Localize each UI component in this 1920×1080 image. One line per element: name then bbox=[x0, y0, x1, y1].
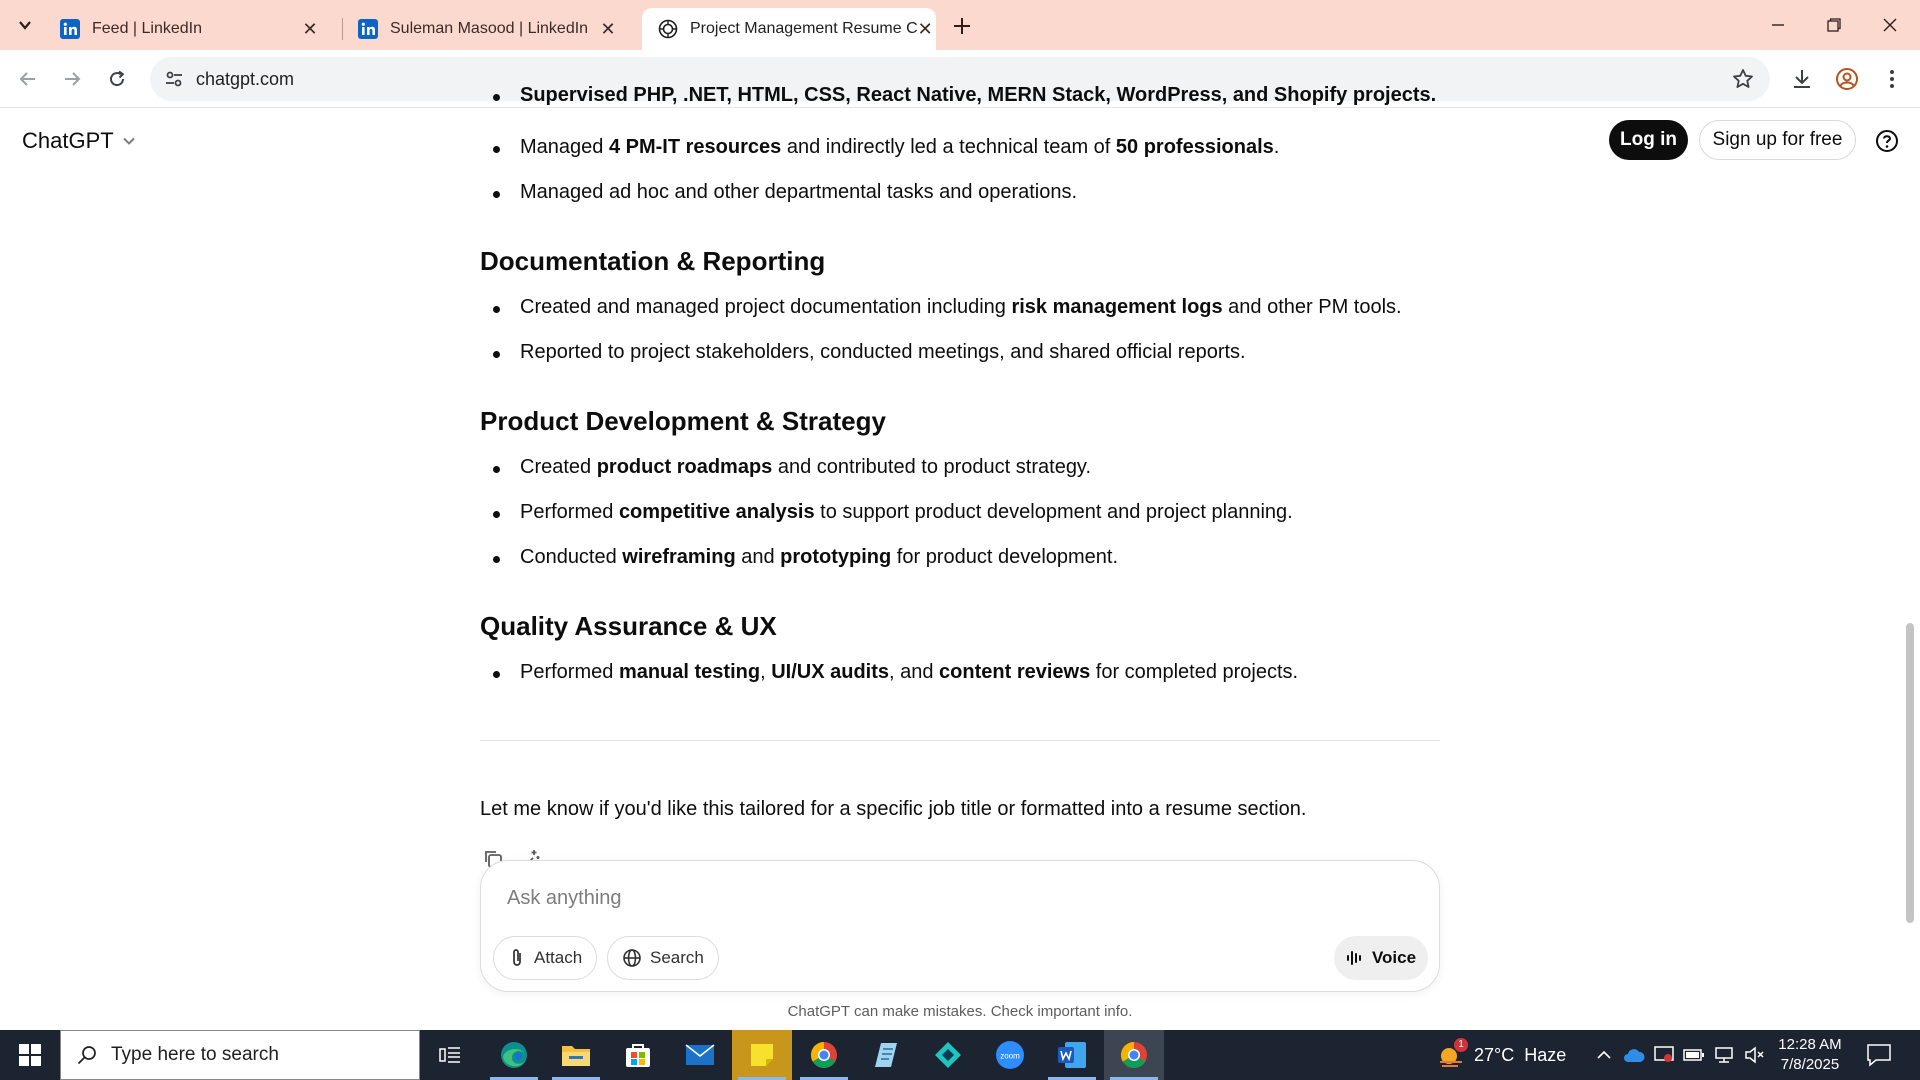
bullet-text: Created bbox=[520, 456, 597, 478]
bullet-text: Managed bbox=[520, 136, 609, 158]
scrollbar-thumb[interactable] bbox=[1906, 623, 1914, 923]
paperclip-icon bbox=[508, 948, 526, 968]
browser-tab-strip bbox=[0, 0, 1920, 50]
close-icon[interactable]: ✕ bbox=[302, 18, 318, 39]
task-view-button[interactable] bbox=[420, 1030, 480, 1080]
tab-search-button[interactable] bbox=[8, 10, 42, 40]
list-item bbox=[520, 501, 1293, 524]
clock-date: 7/8/2025 bbox=[1780, 1056, 1840, 1073]
taskbar-app-file-explorer[interactable] bbox=[546, 1030, 606, 1080]
network-button[interactable] bbox=[1713, 1044, 1735, 1066]
list-item bbox=[520, 456, 1091, 479]
list-item bbox=[520, 341, 1246, 364]
globe-icon bbox=[622, 948, 642, 968]
notification-icon bbox=[1866, 1042, 1892, 1068]
task-view-icon bbox=[439, 1045, 461, 1065]
taskbar-app-chrome-active[interactable] bbox=[1104, 1030, 1164, 1080]
monitor-shield-icon bbox=[1654, 1045, 1674, 1065]
profile-icon bbox=[1835, 67, 1859, 91]
help-button[interactable] bbox=[1874, 128, 1900, 154]
mail-icon bbox=[685, 1044, 715, 1066]
tab-title: Suleman Masood | LinkedIn bbox=[390, 20, 589, 37]
voice-waveform-icon bbox=[1346, 949, 1364, 967]
bullet-text: to support product development and project planning. bbox=[814, 501, 1293, 523]
bullet-text: Reported to project stakeholders, conducted meetings, and shared official reports. bbox=[520, 341, 1246, 363]
tune-icon bbox=[165, 70, 183, 88]
tab-feed-linkedin[interactable] bbox=[44, 8, 334, 50]
bookmark-button[interactable] bbox=[1730, 66, 1756, 92]
disclaimer-text: ChatGPT can make mistakes. Check important info. bbox=[787, 1003, 1133, 1020]
message-composer bbox=[480, 860, 1440, 992]
arrow-right-icon bbox=[63, 70, 81, 88]
bullet-text: and bbox=[735, 546, 781, 568]
section-heading: Quality Assurance & UX bbox=[480, 611, 777, 641]
tab-project-management-resume[interactable] bbox=[642, 8, 936, 50]
reload-icon bbox=[108, 70, 126, 88]
clock-time: 12:28 AM bbox=[1778, 1036, 1842, 1053]
profile-button[interactable] bbox=[1831, 63, 1863, 95]
login-button[interactable]: Log in bbox=[1609, 120, 1688, 160]
bullet-text: and other PM tools. bbox=[1222, 296, 1402, 318]
attach-button[interactable] bbox=[493, 936, 597, 980]
prompt-input[interactable] bbox=[507, 883, 1207, 913]
bullet-text: Supervised PHP, .NET, HTML, CSS, React Native, MERN Stack, WordPress, and Shopify projects. bbox=[520, 84, 1437, 106]
bullet-text: Created and managed project documentation including bbox=[520, 296, 1012, 318]
bullet-bold-text: 50 professionals bbox=[1115, 136, 1274, 158]
network-icon bbox=[1714, 1046, 1734, 1064]
taskbar-app-chrome[interactable] bbox=[794, 1030, 854, 1080]
bullet-bold-text: wireframing bbox=[622, 546, 736, 568]
tray-overflow-button[interactable] bbox=[1593, 1044, 1615, 1066]
download-icon bbox=[1791, 68, 1813, 90]
search-label: Search bbox=[650, 948, 704, 967]
weather-text: 27°C Haze bbox=[1474, 1044, 1567, 1065]
voice-label: Voice bbox=[1371, 948, 1417, 967]
list-item bbox=[520, 84, 1436, 107]
bullet-text: Conducted bbox=[520, 546, 623, 568]
star-icon bbox=[1732, 68, 1754, 90]
reload-button[interactable] bbox=[101, 63, 133, 95]
onedrive-button[interactable] bbox=[1623, 1044, 1645, 1066]
help-icon bbox=[1875, 129, 1899, 153]
model-selector[interactable] bbox=[22, 128, 136, 154]
chatgpt-page bbox=[0, 84, 1920, 1030]
more-vertical-icon bbox=[1889, 69, 1895, 89]
tab-title: Feed | LinkedIn bbox=[92, 20, 203, 37]
taskbar-app-word[interactable] bbox=[1042, 1030, 1102, 1080]
weather-icon bbox=[1436, 1040, 1466, 1070]
notepad-icon bbox=[873, 1041, 899, 1069]
bullet-text: Managed ad hoc and other departmental tasks and operations. bbox=[520, 181, 1078, 203]
chrome-icon bbox=[809, 1040, 839, 1070]
word-icon bbox=[1057, 1041, 1087, 1069]
taskbar-app-sticky-notes[interactable] bbox=[732, 1030, 792, 1080]
plus-icon bbox=[953, 17, 971, 35]
chevron-down-icon bbox=[122, 134, 136, 148]
chevron-down-icon bbox=[18, 18, 32, 32]
divider bbox=[480, 740, 1440, 741]
search-button[interactable] bbox=[607, 936, 719, 980]
chatgpt-icon bbox=[658, 19, 678, 39]
linkedin-icon bbox=[60, 19, 80, 39]
downloads-button[interactable] bbox=[1786, 63, 1818, 95]
arrow-left-icon bbox=[19, 70, 37, 88]
zoom-icon bbox=[995, 1040, 1025, 1070]
bullet-text: Performed bbox=[520, 501, 619, 523]
weather-widget[interactable] bbox=[1436, 1030, 1566, 1080]
close-window-button[interactable] bbox=[1862, 0, 1918, 50]
restore-button[interactable] bbox=[1806, 0, 1862, 50]
bullet-bold-text: content reviews bbox=[939, 661, 1091, 683]
section-heading: Product Development & Strategy bbox=[480, 406, 886, 436]
section-heading: Documentation & Reporting bbox=[480, 246, 826, 276]
bullet-text: , bbox=[760, 661, 772, 683]
brand-title: ChatGPT bbox=[22, 128, 114, 153]
bullet-text: , and bbox=[889, 661, 940, 683]
list-item bbox=[520, 296, 1402, 319]
bullet-text: for product development. bbox=[891, 546, 1119, 568]
tab-suleman-linkedin[interactable] bbox=[342, 8, 632, 50]
chrome-icon bbox=[1119, 1040, 1149, 1070]
taskbar-clock[interactable] bbox=[1770, 1035, 1850, 1075]
bullet-bold-text: manual testing bbox=[618, 661, 761, 683]
url-text[interactable]: chatgpt.com bbox=[196, 69, 295, 89]
store-icon bbox=[624, 1041, 652, 1069]
new-tab-button[interactable] bbox=[948, 12, 976, 40]
folder-icon bbox=[561, 1042, 591, 1068]
tab-title: Project Management Resume C bbox=[690, 20, 918, 37]
closing-text: Let me know if you'd like this tailored for a specific job title or formatted into a resume section. bbox=[480, 798, 1307, 820]
cloud-icon bbox=[1623, 1047, 1645, 1063]
volume-mute-icon bbox=[1744, 1046, 1764, 1064]
list-item bbox=[520, 136, 1279, 159]
voice-button[interactable] bbox=[1334, 936, 1428, 980]
notification-center-button[interactable] bbox=[1866, 1042, 1892, 1068]
taskbar-app-store[interactable] bbox=[608, 1030, 668, 1080]
taskbar-app-zoom[interactable] bbox=[980, 1030, 1040, 1080]
bullet-bold-text: prototyping bbox=[780, 546, 892, 568]
search-icon bbox=[77, 1045, 97, 1065]
signup-button[interactable]: Sign up for free bbox=[1699, 120, 1856, 160]
windows-taskbar bbox=[0, 1030, 1920, 1080]
battery-icon bbox=[1683, 1048, 1705, 1062]
close-icon[interactable]: ✕ bbox=[600, 18, 616, 39]
bullet-text: . bbox=[1273, 136, 1280, 158]
security-button[interactable] bbox=[1653, 1044, 1675, 1066]
linkedin-icon bbox=[358, 19, 378, 39]
chevron-up-icon bbox=[1596, 1047, 1612, 1063]
taskbar-app-mail[interactable] bbox=[670, 1030, 730, 1080]
minimize-icon bbox=[1771, 18, 1785, 32]
bullet-text: Performed bbox=[520, 661, 619, 683]
list-item bbox=[520, 546, 1118, 569]
weather-badge: 1 bbox=[1454, 1038, 1468, 1052]
bullet-bold-text: product roadmaps bbox=[596, 456, 773, 478]
minimize-button[interactable] bbox=[1750, 0, 1806, 50]
start-button[interactable] bbox=[0, 1030, 60, 1080]
edge-icon bbox=[499, 1040, 529, 1070]
back-button[interactable] bbox=[12, 63, 44, 95]
restore-icon bbox=[1827, 18, 1841, 32]
sticky-notes-icon bbox=[749, 1042, 775, 1068]
bullet-bold-text: UI/UX audits bbox=[771, 661, 889, 683]
windows-logo-icon bbox=[19, 1044, 41, 1066]
list-item bbox=[520, 181, 1077, 204]
bullet-text: and contributed to product strategy. bbox=[772, 456, 1092, 478]
taskbar-search[interactable] bbox=[60, 1030, 420, 1080]
taskbar-app-notepad[interactable] bbox=[856, 1030, 916, 1080]
close-icon bbox=[1883, 18, 1897, 32]
diamond-app-icon bbox=[934, 1041, 962, 1069]
browser-menu-button[interactable] bbox=[1876, 63, 1908, 95]
close-icon[interactable]: ✕ bbox=[917, 18, 933, 39]
bullet-text: for completed projects. bbox=[1090, 661, 1299, 683]
forward-button[interactable] bbox=[56, 63, 88, 95]
bullet-text: and indirectly led a technical team of bbox=[781, 136, 1116, 158]
list-item bbox=[520, 661, 1298, 684]
volume-button[interactable] bbox=[1743, 1044, 1765, 1066]
bullet-bold-text: competitive analysis bbox=[618, 501, 815, 523]
bullet-bold-text: risk management logs bbox=[1011, 296, 1223, 318]
battery-button[interactable] bbox=[1683, 1044, 1705, 1066]
site-info-button[interactable] bbox=[160, 65, 188, 93]
bullet-bold-text: 4 PM-IT resources bbox=[608, 136, 782, 158]
taskbar-app-vpn[interactable] bbox=[918, 1030, 978, 1080]
svg-text:zoom: zoom bbox=[1000, 1051, 1020, 1061]
attach-label: Attach bbox=[534, 948, 583, 967]
taskbar-app-edge[interactable] bbox=[484, 1030, 544, 1080]
taskbar-search-placeholder: Type here to search bbox=[111, 1044, 279, 1065]
